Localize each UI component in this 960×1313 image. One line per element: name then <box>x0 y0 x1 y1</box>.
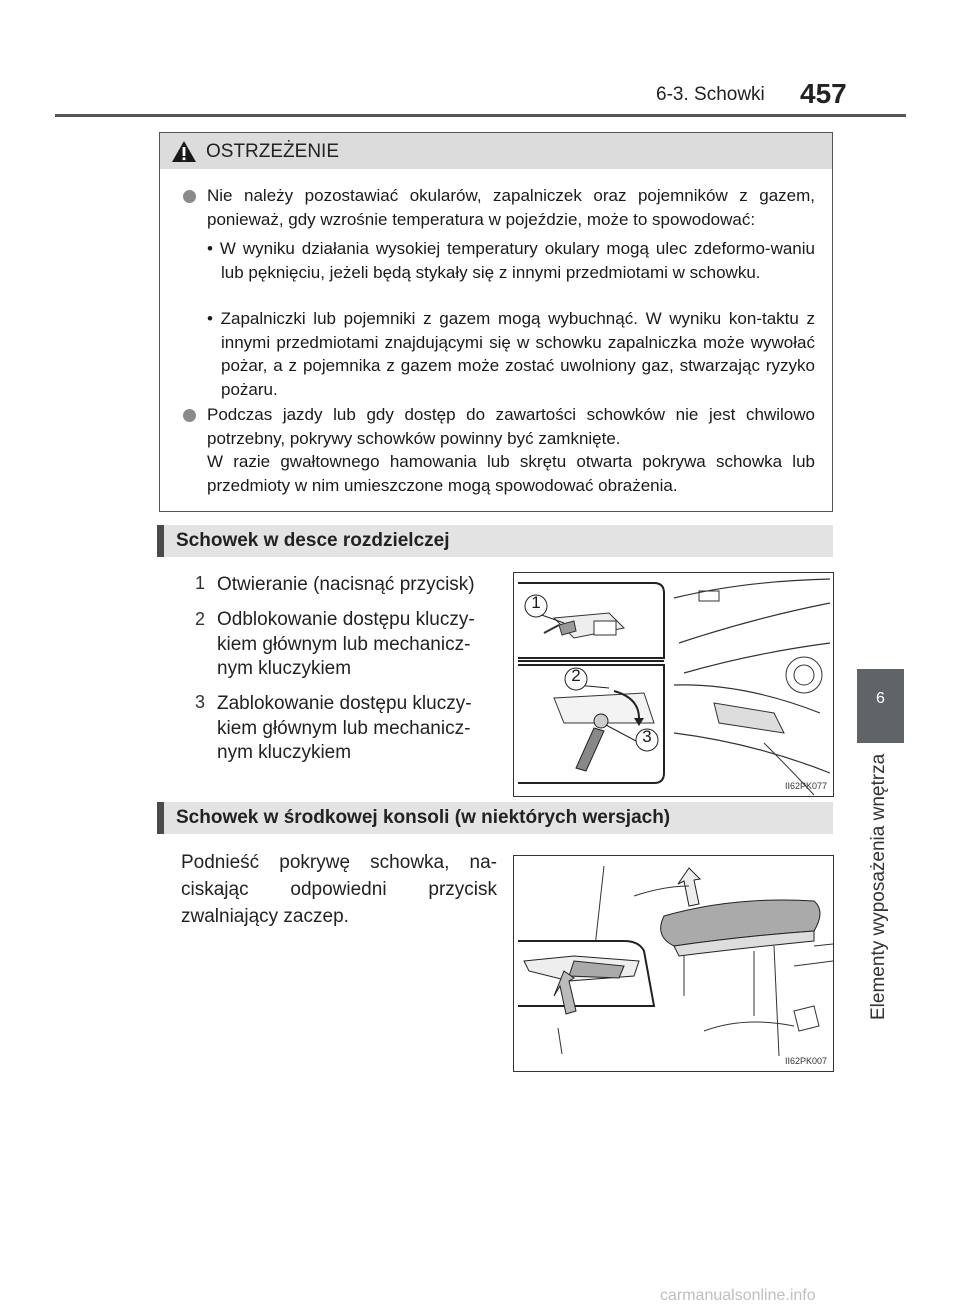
warning-item-2-continued: W razie gwałtownego hamowania lub skrętu otwarta pokrywa schowka lub przedmioty w nim umieszczone mogą spowodować obrażenia. <box>207 452 815 495</box>
item-text-1: Otwieranie (nacisnąć przycisk) <box>217 574 475 595</box>
warning-title: OSTRZEŻENIE <box>206 141 340 162</box>
warning-subitem-1: • W wyniku działania wysokiej temperatury okulary mogą ulec zdeformo-waniu lub pęknięciu, jeżeli będą stykały się z innymi przedmiotami w schowku. <box>207 239 815 282</box>
section-header-marker <box>157 525 164 557</box>
item-text-3: Zablokowanie dostępu kluczy-kiem głównym lub mechanicz-nym kluczykiem <box>217 693 472 763</box>
page-number: 457 <box>800 78 847 109</box>
chapter-label: Elementy wyposażenia wnętrza <box>868 753 889 1020</box>
figure-code: II62PK007 <box>784 1056 827 1066</box>
figure-glovebox <box>513 572 834 797</box>
figure-console <box>513 855 834 1072</box>
running-header-section: 6-3. Schowki <box>656 84 765 105</box>
watermark: carmanualsonline.info <box>660 1287 816 1304</box>
item-number-1: 1 <box>195 573 206 593</box>
section-title-console-compartment: Schowek w środkowej konsoli (w niektórych wersjach) <box>176 807 671 828</box>
section-header-marker <box>157 802 164 834</box>
header-rule <box>55 114 906 117</box>
figure-code: II62PK077 <box>784 781 827 791</box>
chapter-number: 6 <box>876 690 885 707</box>
console-instructions: Podnieść pokrywę schowka, na-ciskając odpowiedni przycisk zwalniający zaczep. <box>181 852 497 927</box>
item-number-2: 2 <box>195 609 206 629</box>
item-text-2: Odblokowanie dostępu kluczy-kiem głównym lub mechanicz-nym kluczykiem <box>217 609 475 679</box>
bullet-icon <box>183 190 196 203</box>
bullet-icon <box>183 409 196 422</box>
warning-subitem-2: • Zapalniczki lub pojemniki z gazem mogą wybuchnąć. W wyniku kon-taktu z innymi przedmiotami znajdującymi się w schowku zapalniczka może wywołać pożar, a z pojemnika z gazem może zostać uwolniony gaz, stwarzając ryzyko pożaru. <box>207 309 815 399</box>
warning-item-1: Nie należy pozostawiać okularów, zapalniczek oraz pojemników z gazem, ponieważ, gdy wzrośnie temperatura w pojeździe, może to spowodować: <box>207 186 815 229</box>
item-number-3: 3 <box>195 692 206 712</box>
console-illustration <box>514 856 833 1071</box>
warning-item-2: Podczas jazdy lub gdy dostęp do zawartości schowków nie jest chwilowo potrzebny, pokrywy schowków powinny być zamknięte. <box>207 405 815 448</box>
glovebox-illustration <box>514 573 833 796</box>
callout-3: 3 <box>642 727 652 746</box>
callout-1: 1 <box>531 593 541 612</box>
section-title-dashboard-compartment: Schowek w desce rozdzielczej <box>176 530 450 551</box>
callout-2: 2 <box>571 666 581 685</box>
warning-triangle-icon <box>171 140 197 168</box>
